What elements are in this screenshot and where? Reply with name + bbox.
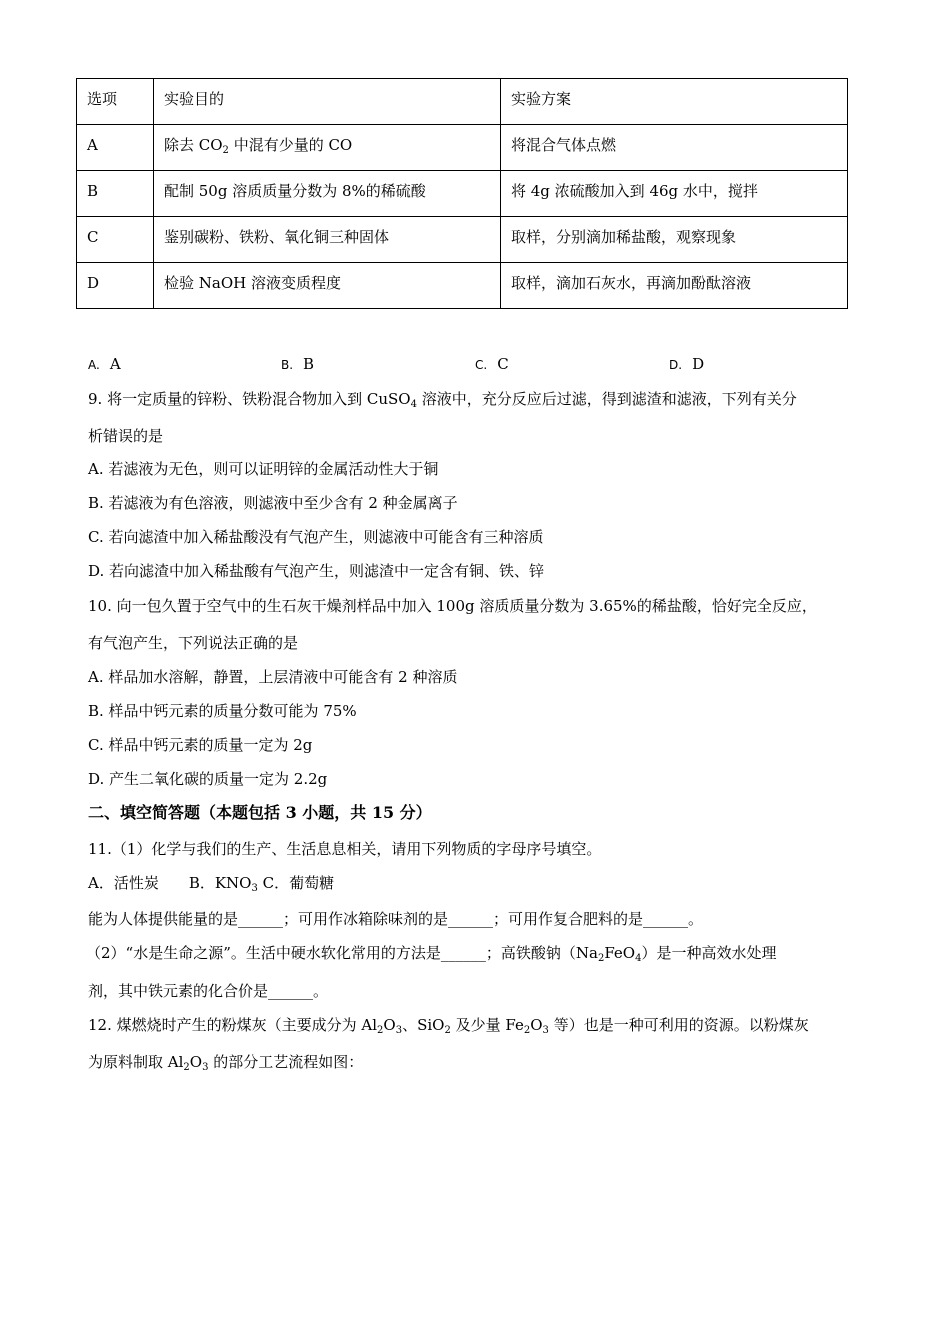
header-purpose: 实验目的 bbox=[154, 79, 501, 125]
q11-blank-line: 能为人体提供能量的是______；可用作冰箱除味剂的是______；可用作复合肥料的是______。 bbox=[88, 910, 704, 928]
q11-part2-line2: 剂，其中铁元素的化合价是______。 bbox=[88, 982, 329, 1000]
table-row bbox=[77, 217, 848, 263]
q9-option-b[interactable]: B. 若滤液为有色溶液，则滤液中至少含有 2 种金属离子 bbox=[88, 494, 458, 512]
table-row bbox=[77, 263, 848, 309]
table-row bbox=[77, 125, 848, 171]
row-purpose: 鉴别碳粉、铁粉、氧化铜三种固体 bbox=[154, 217, 501, 263]
row-purpose: 检验 NaOH 溶液变质程度 bbox=[154, 263, 501, 309]
q12-stem: 12. 煤燃烧时产生的粉煤灰（主要成分为 $Al_2O_3$、SiO$_2$ 及少量 $Fe_2O_3$ 等）也是一种可利用的资源。以粉煤灰 bbox=[88, 1016, 809, 1036]
q9-option-c[interactable]: C. 若向滤渣中加入稀盐酸没有气泡产生，则滤液中可能含有三种溶质 bbox=[88, 528, 544, 546]
q8-choice-d[interactable]: D. D bbox=[669, 355, 705, 373]
row-plan: 将混合气体点燃 bbox=[501, 125, 848, 171]
row-purpose: 除去 $CO_2$ 中混有少量的 CO bbox=[154, 125, 501, 171]
q10-option-d[interactable]: D. 产生二氧化碳的质量一定为 2.2g bbox=[88, 770, 328, 788]
header-option: 选项 bbox=[77, 79, 154, 125]
row-option: A bbox=[77, 125, 154, 171]
row-plan: 将 4g 浓硫酸加入到 46g 水中，搅拌 bbox=[501, 171, 848, 217]
q11-part2: （2）“水是生命之源”。生活中硬水软化常用的方法是______；高铁酸钠$(Na_2FeO_4)$是一种高效水处理 bbox=[86, 944, 777, 964]
q10-option-c[interactable]: C. 样品中钙元素的质量一定为 2g bbox=[88, 736, 313, 754]
q9-option-a[interactable]: A. 若滤液为无色，则可以证明锌的金属活动性大于铜 bbox=[88, 460, 439, 478]
table-header-row bbox=[77, 79, 848, 125]
q12-stem-line2: 为原料制取 $Al_2O_3$ 的部分工艺流程如图： bbox=[88, 1053, 364, 1073]
table-row bbox=[77, 171, 848, 217]
q9-option-d[interactable]: D. 若向滤渣中加入稀盐酸有气泡产生，则滤渣中一定含有铜、铁、锌 bbox=[88, 562, 545, 580]
experiment-table bbox=[76, 78, 848, 309]
q8-choice-a[interactable]: A. A bbox=[88, 355, 121, 373]
row-option: C bbox=[77, 217, 154, 263]
q9-stem: 9. 将一定质量的锌粉、铁粉混合物加入到 CuSO$_4$ 溶液中，充分反应后过滤，得到滤渣和滤液，下列有关分 bbox=[88, 390, 797, 410]
row-purpose: 配制 50g 溶质质量分数为 8%的稀硫酸 bbox=[154, 171, 501, 217]
row-plan: 取样，滴加石灰水，再滴加酚酞溶液 bbox=[501, 263, 848, 309]
q10-stem-line2: 有气泡产生，下列说法正确的是 bbox=[88, 634, 299, 652]
q10-stem: 10. 向一包久置于空气中的生石灰干燥剂样品中加入 100g 溶质质量分数为 3.65%的稀盐酸，恰好完全反应， bbox=[88, 597, 817, 615]
q11-stem: 11.（1）化学与我们的生产、生活息息相关，请用下列物质的字母序号填空。 bbox=[88, 840, 602, 858]
row-option: B bbox=[77, 171, 154, 217]
q8-choices bbox=[88, 355, 848, 377]
q10-option-a[interactable]: A. 样品加水溶解，静置，上层清液中可能含有 2 种溶质 bbox=[88, 668, 458, 686]
q9-stem-line2: 析错误的是 bbox=[88, 427, 164, 445]
header-plan: 实验方案 bbox=[501, 79, 848, 125]
section-title: 二、填空简答题（本题包括 3 小题，共 15 分） bbox=[88, 803, 432, 822]
q8-choice-c[interactable]: C. C bbox=[475, 355, 509, 373]
row-option: D bbox=[77, 263, 154, 309]
row-plan: 取样，分别滴加稀盐酸，观察现象 bbox=[501, 217, 848, 263]
q8-choice-b[interactable]: B. B bbox=[281, 355, 315, 373]
q10-option-b[interactable]: B. 样品中钙元素的质量分数可能为 75% bbox=[88, 702, 357, 720]
q11-options: A．活性炭 B．$KNO_3$ C．葡萄糖 bbox=[88, 874, 335, 894]
